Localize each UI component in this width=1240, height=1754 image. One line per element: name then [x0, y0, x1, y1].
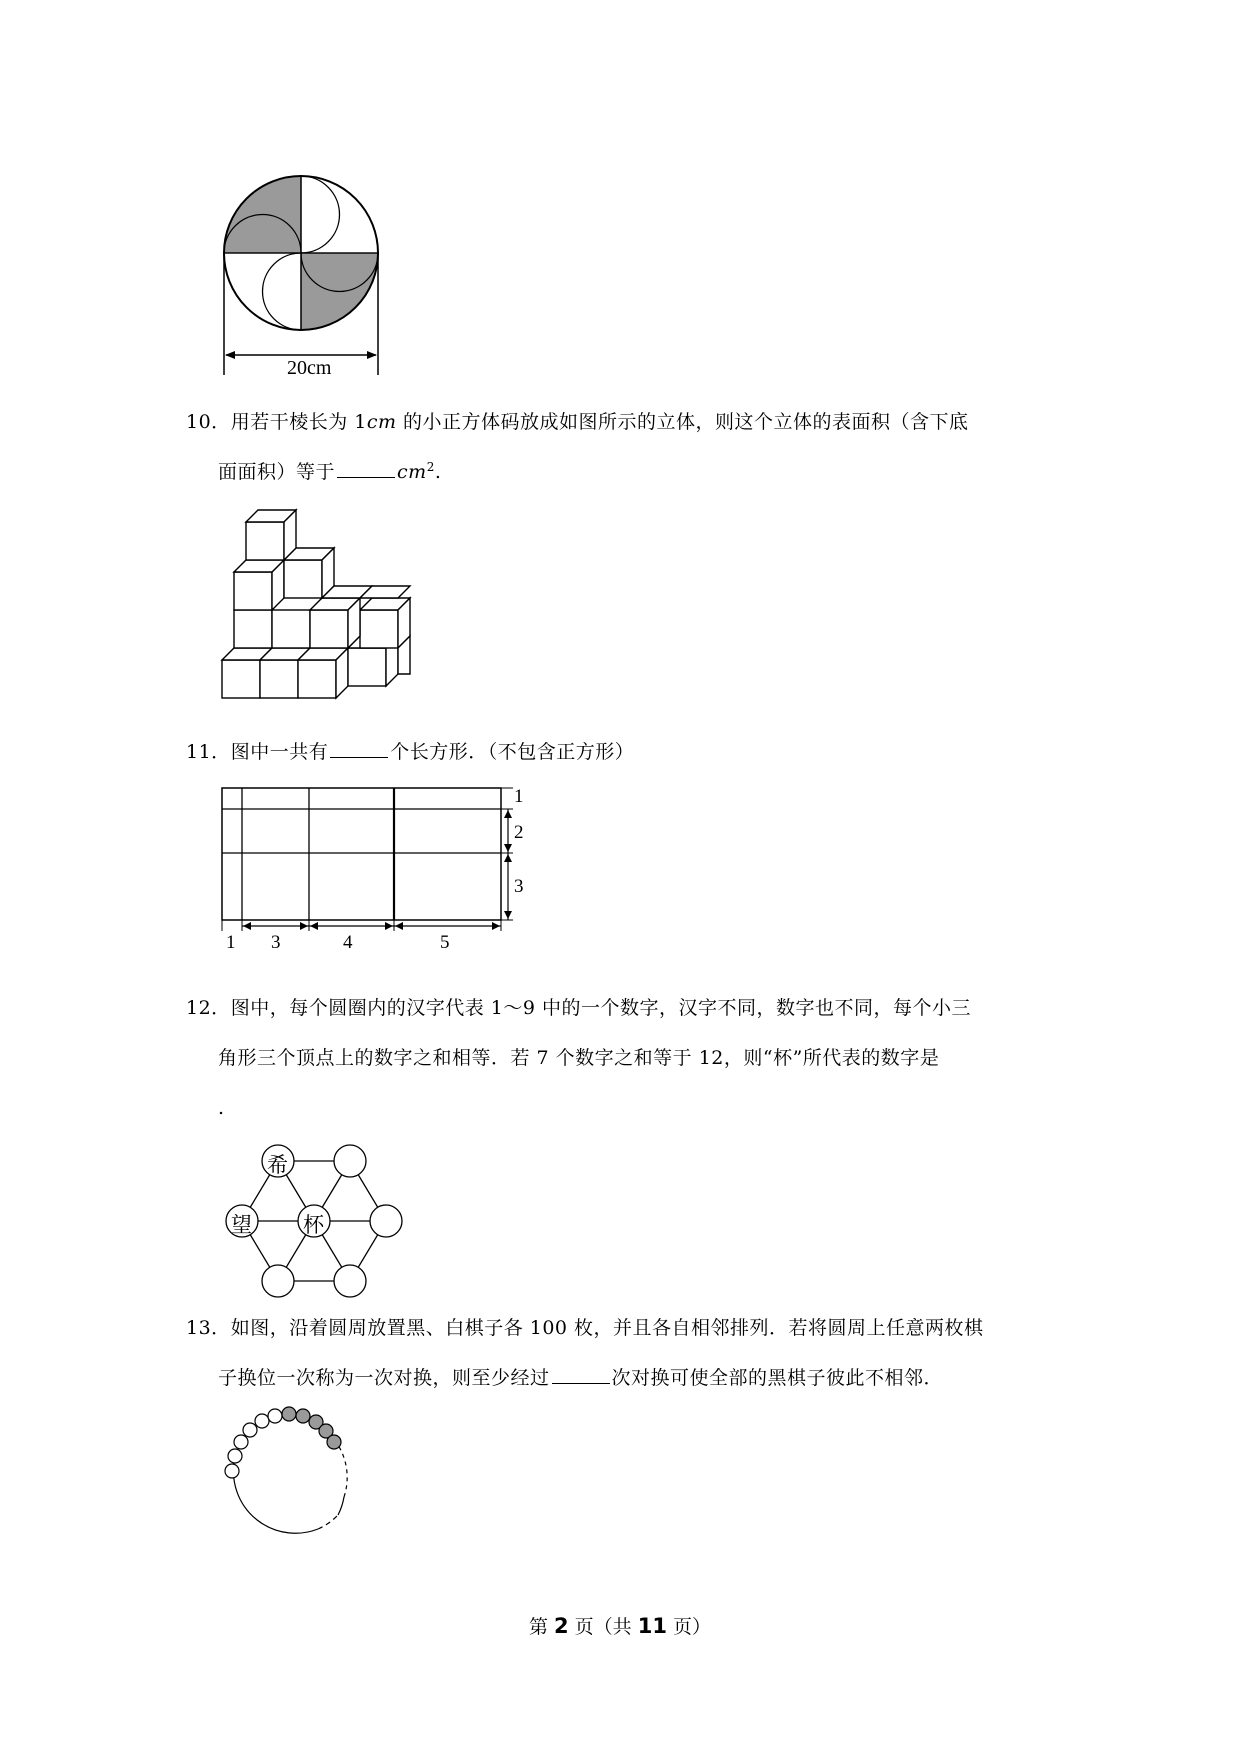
circle-top-right: [334, 1145, 366, 1177]
page-number: 2: [554, 1614, 569, 1638]
page-footer: [0, 1612, 1240, 1639]
q11-line: [186, 740, 634, 764]
footer-middle: 页（共: [568, 1616, 638, 1638]
q10-text-c: 面面积）等于: [218, 461, 336, 483]
answer-blank[interactable]: [552, 1367, 610, 1384]
footer-suffix: 页）: [666, 1616, 712, 1638]
cube-top: [246, 510, 296, 560]
q10-superscript: 2: [426, 460, 435, 474]
right-label-3: 3: [514, 876, 524, 897]
q10-unit: cm: [366, 411, 397, 433]
q12-line3: [218, 1096, 225, 1120]
bottom-label-3: 3: [271, 932, 281, 953]
q13-line1: [186, 1316, 984, 1340]
circle-bottom-left: [262, 1265, 294, 1297]
right-label-1: 1: [514, 786, 524, 807]
q13-line2: [218, 1366, 943, 1390]
q10-text-b: 的小正方体码放成如图所示的立体，则这个立体的表面积（含下底: [396, 411, 969, 433]
q12-number: 12．: [186, 997, 231, 1019]
cube-bottom-row: [222, 648, 348, 698]
white-pieces: [225, 1409, 282, 1478]
q11-number: 11．: [186, 741, 231, 763]
dimension-label: 20cm: [287, 357, 332, 379]
q10-text-a: 用若干棱长为 1: [230, 411, 367, 433]
answer-blank[interactable]: [330, 741, 388, 758]
q13-text-2a: 子换位一次称为一次对换，则至少经过: [218, 1367, 550, 1389]
q13-text-2b: 次对换可使全部的黑棋子彼此不相邻．: [611, 1367, 944, 1389]
q11-text-b: 个长方形．（不包含正方形）: [390, 741, 635, 763]
q13-number: 13．: [186, 1317, 231, 1339]
q12-text-2: 角形三个顶点上的数字之和相等．若 7 个数字之和等于 12，则“杯”所代表的数字是: [218, 1047, 940, 1069]
total-pages: 11: [637, 1614, 667, 1638]
q10-number: 10．: [186, 411, 231, 433]
cube-stack-figure: [220, 505, 440, 705]
answer-blank[interactable]: [337, 461, 395, 478]
q13-text-1: 如图，沿着圆周放置黑、白棋子各 100 枚，并且各自相邻排列．若将圆周上任意两枚棋: [230, 1317, 984, 1339]
q12-line1: [186, 996, 971, 1020]
char-bei: 杯: [303, 1213, 324, 1237]
black-pieces: [282, 1407, 341, 1449]
pinwheel-circle-figure: [215, 165, 395, 365]
circle-bottom-right: [334, 1265, 366, 1297]
q12-text-1: 图中，每个圆圈内的汉字代表 1～9 中的一个数字，汉字不同，数字也不同，每个小三: [230, 997, 971, 1019]
right-label-2: 2: [514, 822, 524, 843]
bottom-label-1: 1: [226, 932, 236, 953]
q10-line2: [218, 460, 441, 484]
char-xi: 希: [267, 1153, 288, 1177]
q10-line1: [186, 410, 969, 434]
bottom-label-5: 5: [440, 932, 450, 953]
rectangle-grid-figure: [220, 785, 540, 955]
footer-prefix: 第: [528, 1616, 555, 1638]
q12-line2: [218, 1046, 939, 1070]
bottom-label-4: 4: [343, 932, 353, 953]
q12-text-3: .: [218, 1097, 225, 1119]
q10-end: .: [434, 461, 442, 483]
circle-right: [370, 1205, 402, 1237]
q11-text-a: 图中一共有: [230, 741, 329, 763]
char-wang: 望: [231, 1213, 252, 1237]
chess-circle-figure: [222, 1405, 362, 1545]
q10-unit-2: cm: [397, 461, 427, 483]
